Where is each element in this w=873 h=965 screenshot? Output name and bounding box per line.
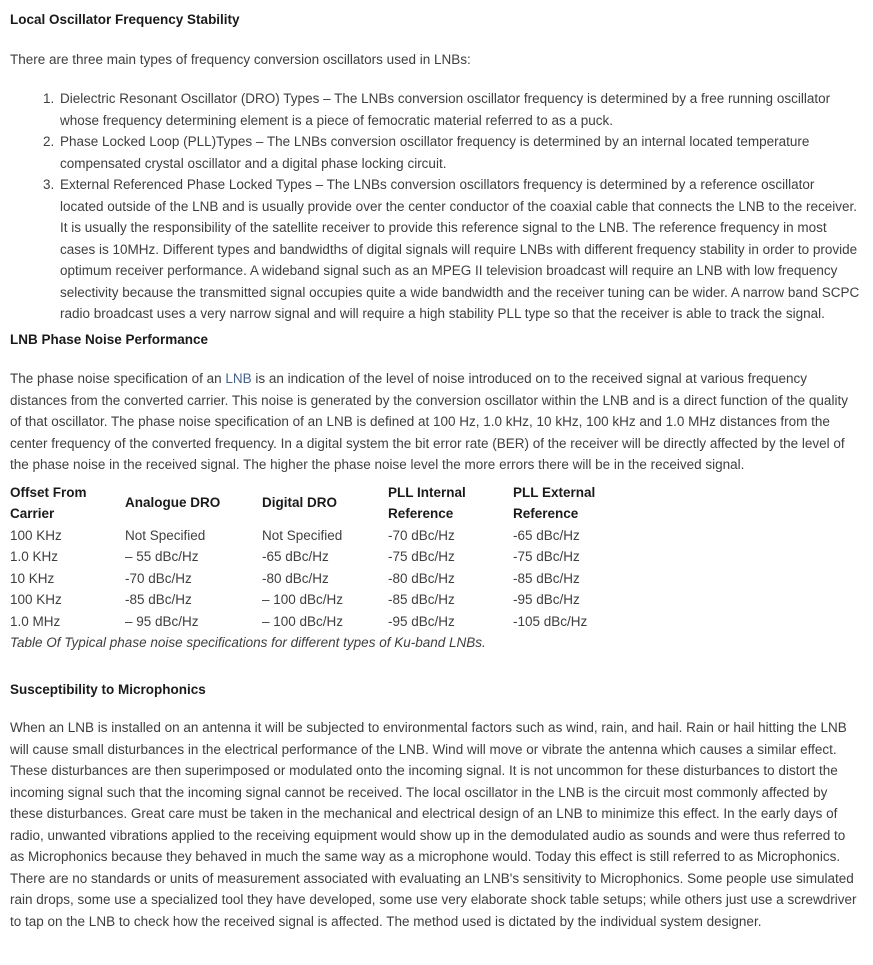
table-cell: 1.0 MHz [10, 613, 61, 629]
microphonics-paragraph: When an LNB is installed on an antenna it will be subjected to environmental factors such as wind, rain, and hail. Rain or hail hitting the LNB will cause small disturbances in the electrical performance of the LNB. Wind will move or vibrate the antenna which causes a similar effect. These disturbances are then superimposed or modulated onto the incoming signal. It is not uncommon for these disturbances to distort the incoming signal such that the incoming signal cannot be received. The local oscillator in the LNB is the circuit most commonly affected by these disturbances. Great care must be taken in the mechanical and electrical design of an LNB to minimize this effect. In the early days of radio, unwanted vibrations applied to the receiving equipment would show up in the demodulated audio as sounds and were thus referred to as Microphonics because they behaved in much the same way as a microphone would. Today this effect is still referred to as Microphonics. There are no standards or units of measurement associated with evaluating an LNB's sensitivity to Microphonics. Some people use simulated rain drops, some use a specialized tool they have developed, some use very elaborate shock table setups; while others just use a screwdriver to tap on the LNB to check how the received signal is affected. The method used is dictated by the individual system designer. [10, 720, 857, 929]
table-cell: -95 dBc/Hz [388, 613, 455, 629]
table-cell: -85 dBc/Hz [125, 592, 192, 607]
table-cell: -70 dBc/Hz [388, 527, 455, 543]
table-cell: 100 KHz [10, 527, 62, 543]
table-cell: -95 dBc/Hz [513, 592, 580, 607]
table-cell: Not Specified [125, 527, 206, 543]
table-cell: 100 KHz [10, 592, 62, 607]
table-cell: -70 dBc/Hz [125, 570, 192, 586]
table-cell: -65 dBc/Hz [262, 549, 329, 564]
column-header-pll-internal: PLL Internal Reference [388, 484, 466, 521]
phase-noise-paragraph [10, 368, 861, 476]
phase-noise-table [10, 482, 630, 633]
column-header-pll-external: PLL External Reference [513, 484, 596, 521]
table-header-row [10, 482, 630, 525]
table-cell: – 100 dBc/Hz [262, 592, 344, 607]
column-header-offset-from-carrier: Offset From Carrier [10, 484, 87, 521]
oscillator-types-list [10, 88, 861, 325]
table-row [10, 589, 630, 611]
list-item-pll-types: 2. Phase Locked Loop (PLL)Types – The LNBs conversion oscillator frequency is determined by an internal located temperature compensated crystal oscillator and a digital phase locking circuit. [58, 131, 861, 174]
table-cell: -75 dBc/Hz [513, 549, 580, 564]
table-row [10, 611, 630, 633]
table-cell: -105 dBc/Hz [513, 613, 588, 629]
table-row [10, 568, 630, 590]
table-cell: -80 dBc/Hz [262, 570, 329, 586]
table-cell: – 95 dBc/Hz [125, 613, 199, 629]
heading-lnb-phase-noise-performance: LNB Phase Noise Performance [10, 331, 209, 347]
phase-noise-text-suffix: is an indication of the level of noise introduced on to the received signal at various frequency distances from the converted carrier. This noise is generated by the conversion oscillator within the LNB and is a direct function of the quality of that oscillator. The phase noise specification of an LNB is defined at 100 Hz, 1.0 kHz, 10 kHz, 100 kHz and 1.0 MHz distances from the center frequency of the converted frequency. In a digital system the bit error rate (BER) of the receiver will be directly affected by the level of the phase noise in the received signal. The higher the phase noise level the more errors there will be in the received signal. [10, 371, 848, 472]
table-cell: -80 dBc/Hz [388, 570, 455, 586]
table-cell: -85 dBc/Hz [513, 570, 580, 586]
phase-noise-text-prefix: The phase noise specification of an [10, 371, 226, 386]
lnb-link[interactable]: LNB [225, 371, 252, 386]
list-item-external-referenced-types: 3. External Referenced Phase Locked Types – The LNBs conversion oscillators frequency is determined by a reference oscillator located outside of the LNB and is usually provide over the center conductor of the coaxial cable that connects the LNB to the receiver. It is usually the responsibility of the satellite receiver to provide this reference signal to the LNB. The reference frequency in most cases is 10MHz. Different types and bandwidths of digital signals will require LNBs with different frequency stability in order to provide optimum receiver performance. A wideband signal such as an MPEG II television broadcast will require an LNB with low frequency selectivity because the transmitted signal occupies quite a wide bandwidth and the receiver tuning can be wider. A narrow band SCPC radio broadcast uses a very narrow signal and will require a high stability PLL type so that the receiver is able to track the signal. [58, 174, 861, 325]
table-cell: -85 dBc/Hz [388, 592, 455, 607]
list-item-dro-types: 1. Dielectric Resonant Oscillator (DRO) Types – The LNBs conversion oscillator frequency is determined by a free running oscillator whose frequency determining element is a piece of femocratic material referred to as a puck. [58, 88, 861, 131]
heading-susceptibility-to-microphonics: Susceptibility to Microphonics [10, 681, 206, 697]
column-header-analogue-dro: Analogue DRO [125, 495, 221, 511]
table-cell: 10 KHz [10, 570, 55, 586]
table-cell: Not Specified [262, 527, 343, 543]
table-caption: Table Of Typical phase noise specifications for different types of Ku-band LNBs. [10, 635, 486, 650]
column-header-digital-dro: Digital DRO [262, 495, 338, 511]
table-row [10, 546, 630, 568]
table-cell: 1.0 KHz [10, 549, 59, 564]
oscillator-intro-paragraph: There are three main types of frequency conversion oscillators used in LNBs: [10, 51, 471, 67]
table-cell: -65 dBc/Hz [513, 527, 580, 543]
table-row [10, 525, 630, 547]
table-cell: – 55 dBc/Hz [125, 549, 199, 564]
heading-local-oscillator-frequency-stability: Local Oscillator Frequency Stability [10, 12, 240, 27]
table-cell: -75 dBc/Hz [388, 549, 455, 564]
table-cell: – 100 dBc/Hz [262, 613, 344, 629]
